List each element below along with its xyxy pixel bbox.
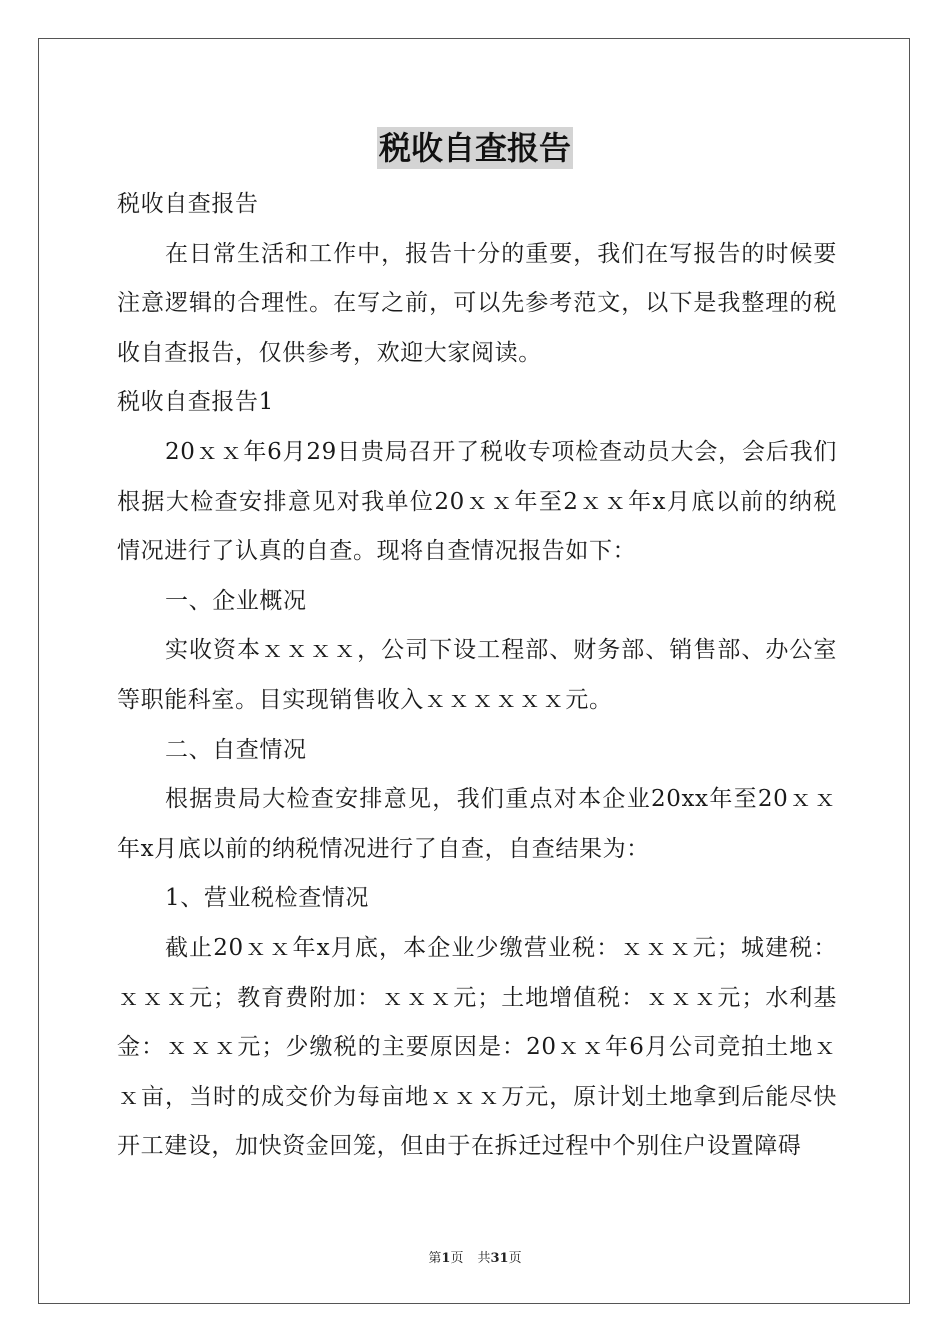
page-unit: 页 [450, 1251, 464, 1266]
paragraph: 实收资本ｘｘｘｘ，公司下设工程部、财务部、销售部、办公室等职能科室。目实现销售收入ｘｘｘｘｘｘ元。 [117, 637, 837, 713]
page-footer [0, 1247, 950, 1266]
current-page-number: 1 [441, 1251, 451, 1266]
paragraph: 20ｘｘ年6月29日贵局召开了税收专项检查动员大会，会后我们根据大检查安排意见对我单位20ｘｘ年至2ｘｘ年x月底以前的纳税情况进行了认真的自查。现将自查情况报告如下： [117, 438, 837, 565]
total-unit: 页 [508, 1251, 522, 1266]
paragraph: 在日常生活和工作中，报告十分的重要，我们在写报告的时候要注意逻辑的合理性。在写之前，可以先参考范文，以下是我整理的税收自查报告，仅供参考，欢迎大家阅读。 [117, 240, 837, 366]
total-prefix: 共 [477, 1251, 491, 1266]
paragraph: 截止20ｘｘ年x月底，本企业少缴营业税：ｘｘｘ元；城建税：ｘｘｘ元；教育费附加：ｘｘｘ元；土地增值税：ｘｘｘ元；水利基金：ｘｘｘ元；少缴税的主要原因是：20ｘｘ年6月公司竞拍土地ｘｘ亩，当时的成交价为每亩地ｘｘｘ万元，原计划土地拿到后能尽快开工建设，加快资金回笼，但由于在拆迁过程中个别住户设置障碍 [117, 934, 837, 1160]
page-prefix: 第 [428, 1251, 442, 1266]
paragraph: 根据贵局大检查安排意见，我们重点对本企业20xx年至20ｘｘ年x月底以前的纳税情况进行了自查，自查结果为： [117, 786, 837, 862]
section-heading: 二、自查情况 [165, 736, 307, 763]
section-heading: 一、企业概况 [165, 587, 307, 614]
title-container [0, 127, 950, 169]
subsection-heading: 1、营业税检查情况 [165, 885, 370, 912]
paragraph: 税收自查报告 [117, 191, 259, 217]
paragraph: 税收自查报告1 [117, 389, 274, 416]
total-page-count: 31 [490, 1251, 509, 1266]
document-title: 税收自查报告 [378, 129, 571, 167]
document-body [117, 180, 837, 1172]
